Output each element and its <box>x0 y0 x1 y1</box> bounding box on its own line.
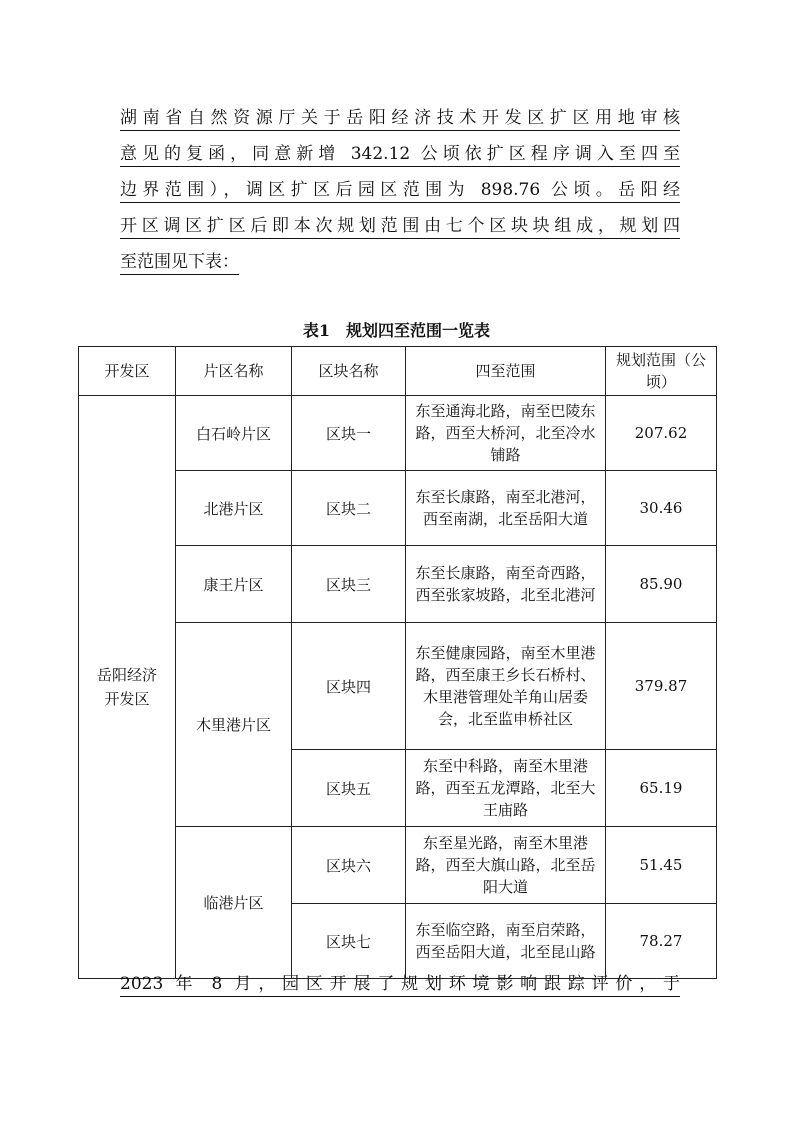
bounds-cell: 东至健康园路，南至木里港路，西至康王乡长石桥村、木里港管理处羊角山居委会，北至监申桥社区 <box>406 623 606 750</box>
header-block-name: 区块名称 <box>292 347 406 396</box>
area-cell: 临港片区 <box>176 827 292 979</box>
paragraph-line: 至范围见下表： <box>120 252 239 272</box>
block-cell: 区块五 <box>292 750 406 827</box>
table-caption: 表1 规划四至范围一览表 <box>302 321 491 340</box>
size-cell: 30.46 <box>606 471 717 546</box>
block-cell: 区块二 <box>292 471 406 546</box>
bounds-cell: 东至星光路，南至木里港路，西至大旗山路，北至岳阳大道 <box>406 827 606 904</box>
table-header-row <box>79 347 717 396</box>
size-cell: 207.62 <box>606 396 717 471</box>
header-area-name: 片区名称 <box>176 347 292 396</box>
block-cell: 区块三 <box>292 546 406 623</box>
paragraph-line: 意见的复函，同意新增 342.12 公顷依扩区程序调入至四至 <box>120 144 680 164</box>
area-cell: 康王片区 <box>176 546 292 623</box>
followup-paragraph <box>120 966 680 1002</box>
bounds-cell: 东至长康路，南至奇西路，西至张家坡路，北至北港河 <box>406 546 606 623</box>
area-cell: 北港片区 <box>176 471 292 546</box>
block-cell: 区块四 <box>292 623 406 750</box>
area-cell: 木里港片区 <box>176 623 292 827</box>
size-cell: 379.87 <box>606 623 717 750</box>
paragraph-line: 2023 年 8 月，园区开展了规划环境影响跟踪评价，于 <box>120 974 680 994</box>
area-cell: 白石岭片区 <box>176 396 292 471</box>
planning-boundary-table <box>78 346 717 979</box>
block-cell: 区块七 <box>292 904 406 979</box>
size-cell: 85.90 <box>606 546 717 623</box>
size-cell: 51.45 <box>606 827 717 904</box>
intro-paragraph <box>120 100 680 280</box>
zone-name: 岳阳经济开发区 <box>96 666 157 708</box>
header-bounds: 四至范围 <box>406 347 606 396</box>
bounds-cell: 东至长康路，南至北港河，西至南湖，北至岳阳大道 <box>406 471 606 546</box>
block-cell: 区块一 <box>292 396 406 471</box>
size-cell: 65.19 <box>606 750 717 827</box>
paragraph-line: 边界范围），调区扩区后园区范围为 898.76 公顷。岳阳经 <box>120 180 680 200</box>
paragraph-line: 开区调区扩区后即本次规划范围由七个区块块组成，规划四 <box>120 216 680 236</box>
bounds-cell: 东至中科路，南至木里港路，西至五龙潭路，北至大王庙路 <box>406 750 606 827</box>
size-cell: 78.27 <box>606 904 717 979</box>
block-cell: 区块六 <box>292 827 406 904</box>
zone-cell <box>79 396 176 979</box>
header-planned-area: 规划范围（公顷） <box>606 347 717 396</box>
bounds-cell: 东至临空路，南至启荣路，西至岳阳大道，北至昆山路 <box>406 904 606 979</box>
header-zone: 开发区 <box>79 347 176 396</box>
paragraph-line: 湖南省自然资源厅关于岳阳经济技术开发区扩区用地审核 <box>120 108 680 128</box>
table-row <box>79 396 717 471</box>
bounds-cell: 东至通海北路，南至巴陵东路，西至大桥河，北至冷水铺路 <box>406 396 606 471</box>
